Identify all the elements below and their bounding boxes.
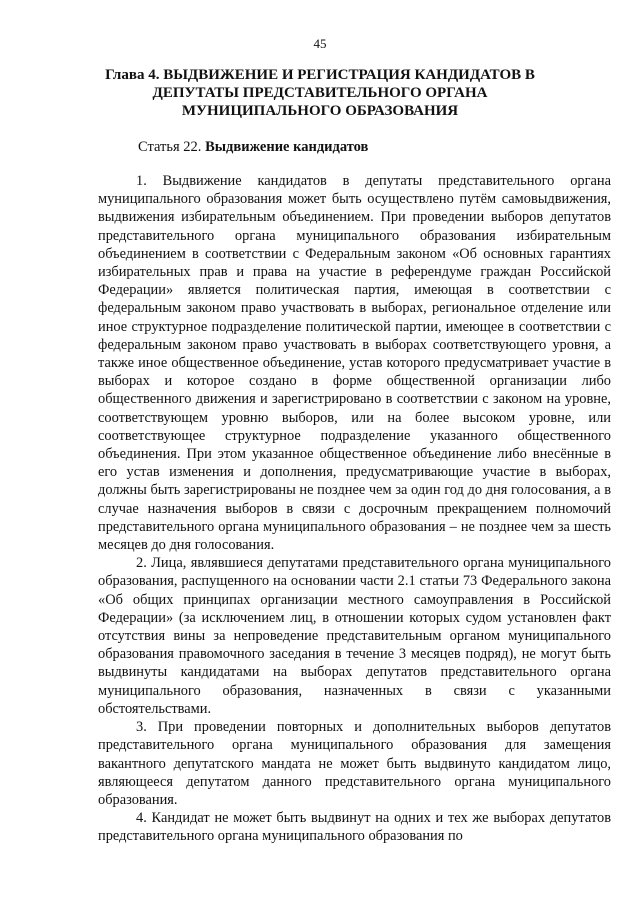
paragraph-1: 1. Выдвижение кандидатов в депутаты представительного органа муниципального образования может быть осуществлено путём самовыдвижения, выдвижения избирательным объединением. При проведении выборов депутатов представительного органа муниципального образования избирательным объединением в соответствии с Федеральным законом «Об основных гарантиях избирательных прав и права на участие в референдуме граждан Российской Федерации» является политическая партия, имеющая в соответствии с федеральным законом право участвовать в выборах, региональное отделение или иное структурное подразделение политической партии, имеющее в соответствии с федеральным законом право участвовать в выборах соответствующего уровня, а также иное общественное объединение, устав которого предусматривает участие в выборах и которое создано в форме общественной организации либо общественного движения и зарегистрировано в соответствии с законом на уровне, соответствующем уровню выборов, или на более высоком уровне, или соответствующее структурное подразделение указанного общественного объединения. При этом указанное общественное объединение либо внесённые в его устав изменения и дополнения, предусматривающие участие в выборах, должны быть зарегистрированы не позднее чем за один год до дня голосования, а в случае назначения выборов в связи с досрочным прекращением полномочий представительного органа муниципального образования – не позднее чем за шесть месяцев до дня голосования. [98,173,611,554]
paragraph-2: 2. Лица, являвшиеся депутатами представительного органа муниципального образования, распущенного на основании части 2.1 статьи 73 Федерального закона «Об общих принципах организации местного самоуправления в Российской Федерации» (за исключением лиц, в отношении которых судом установлен факт отсутствия вины за непроведение представительным органом муниципального образования правомочного заседания в течение 3 месяцев подряд), не могут быть выдвинуты кандидатами на выборах депутатов представительного органа муниципального образования, назначенных в связи с указанными обстоятельствами. [98,555,611,717]
paragraph-3: 3. При проведении повторных и дополнительных выборов депутатов представительного органа муниципального образования для замещения вакантного депутатского мандата не может быть выдвинуто кандидатом лицо, являющееся депутатом данного представительного органа муниципального образования. [98,719,611,808]
chapter-title: Глава 4. ВЫДВИЖЕНИЕ И РЕГИСТРАЦИЯ КАНДИДАТОВ В ДЕПУТАТЫ ПРЕДСТАВИТЕЛЬНОГО ОРГАНА МУНИЦИПАЛЬНОГО ОБРАЗОВАНИЯ [105,67,535,119]
article-title: Выдвижение кандидатов [205,139,369,155]
page-number: 45 [313,36,327,51]
article-heading [138,138,368,156]
article-number: Статья 22. [138,139,202,155]
article-body [98,172,611,846]
paragraph-4: 4. Кандидат не может быть выдвинут на одних и тех же выборах депутатов представительного органа муниципального образования по [98,810,611,845]
